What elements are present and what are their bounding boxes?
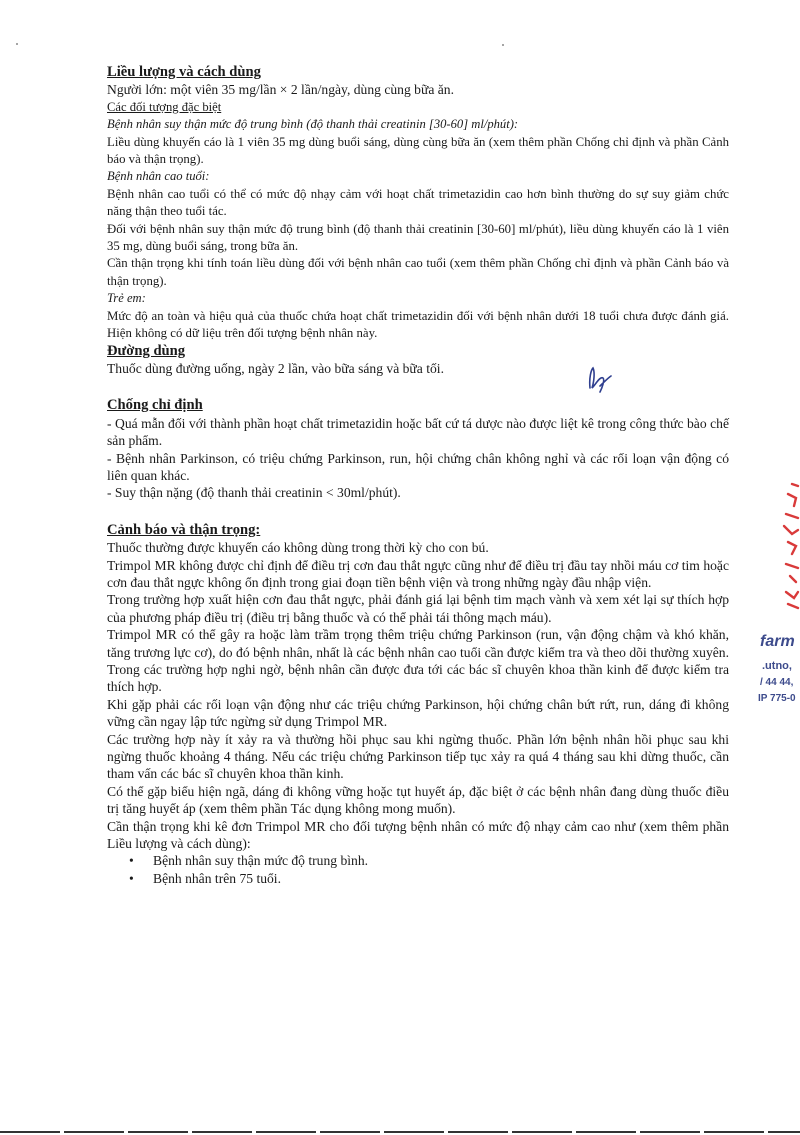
- stamp-text: .utno,: [762, 660, 792, 672]
- contraindications-heading: Chống chỉ định: [107, 397, 203, 414]
- special-groups-title: Các đối tượng đặc biệt: [107, 99, 222, 114]
- scan-speck: [502, 44, 504, 46]
- children-text: Mức độ an toàn và hiệu quả của thuốc chứa hoạt chất trimetazidin đối với bệnh nhân dưới 18 tuổi chưa được đánh giá. Hiện không có dữ liệu trên đối tượng bệnh nhân này.: [107, 308, 729, 341]
- warning-paragraph: Các trường hợp này ít xảy ra và thường hồi phục sau khi ngừng thuốc. Phần lớn bệnh nhân hồi phục sau khi ngừng thuốc khoảng 4 tháng. Nếu các triệu chứng Parkinson tiếp tục xảy ra quá 4 tháng sau khi dừng thuốc, cần tham vấn các bác sĩ chuyên khoa thần kinh.: [107, 731, 729, 782]
- warning-paragraph: Trimpol MR có thể gây ra hoặc làm trầm trọng thêm triệu chứng Parkinson (run, vận động chậm và khó khăn, tăng trương lực cơ), do đó bệnh nhân, nhất là các bệnh nhân cao tuổi cần được kiểm tra và theo dõi thường xuyên. Trong các trường hợp nghi ngờ, bệnh nhân cần được đưa tới các bác sĩ chuyên khoa thần kinh để được kiểm tra thích hợp.: [107, 627, 729, 695]
- signature-mark: [584, 364, 616, 396]
- renal-title: Bệnh nhân suy thận mức độ trung bình (độ thanh thải creatinin [30-60] ml/phút):: [107, 117, 519, 132]
- list-item: • Bệnh nhân suy thận mức độ trung bình.: [129, 852, 729, 869]
- route-text: Thuốc dùng đường uống, ngày 2 lần, vào bữa sáng và bữa tối.: [107, 360, 444, 376]
- sensitive-groups-list: [107, 852, 729, 887]
- dosage-adult: Người lớn: một viên 35 mg/lần × 2 lần/ngày, dùng cùng bữa ăn.: [107, 82, 454, 98]
- warning-paragraph: Trong trường hợp xuất hiện cơn đau thắt ngực, phải đánh giá lại bệnh tim mạch vành và xem xét lại sự thích hợp của phương pháp điều trị (điều trị bằng thuốc và có thể phải tái thông mạch máu).: [107, 592, 729, 625]
- dosage-heading: Liều lượng và cách dùng: [107, 64, 261, 80]
- elderly-text-2: Đối với bệnh nhân suy thận mức độ trung bình (độ thanh thải creatinin [30-60] ml/phút), liều dùng khuyến cáo là 1 viên 35 mg, dùng buổi sáng, trong bữa ăn.: [107, 221, 729, 254]
- document-body: [107, 64, 729, 887]
- contraindication-item: - Quá mẫn đối với thành phần hoạt chất trimetazidin hoặc bất cứ tá dược nào được liệt kê trong công thức bào chế sản phẩm.: [107, 415, 729, 449]
- renal-text: Liều dùng khuyến cáo là 1 viên 35 mg dùng buổi sáng, dùng cùng bữa ăn (xem thêm phần Chống chỉ định và phần Cảnh báo và thận trọng).: [107, 134, 729, 167]
- list-item: • Bệnh nhân trên 75 tuổi.: [129, 870, 729, 887]
- stamp-text: farm: [760, 633, 795, 650]
- elderly-text-1: Bệnh nhân cao tuổi có thể có mức độ nhạy cảm với hoạt chất trimetazidin cao hơn bình thường do sự suy giảm chức năng thận theo tuổi tác.: [107, 186, 729, 219]
- elderly-text-3: Cần thận trọng khi tính toán liều dùng đối với bệnh nhân cao tuổi (xem thêm phần Chống chỉ định và phần Cảnh báo và thận trọng).: [107, 256, 729, 288]
- contraindication-item: - Bệnh nhân Parkinson, có triệu chứng Parkinson, run, hội chứng chân không nghỉ và các rối loạn vận động có liên quan khác.: [107, 450, 729, 483]
- warnings-heading: Cảnh báo và thận trọng:: [107, 521, 261, 538]
- warning-paragraph: Trimpol MR không được chỉ định để điều trị cơn đau thắt ngực cũng như để điều trị đầu tay nhồi máu cơ tim hoặc cơn đau thắt ngực không ổn định trong giai đoạn tiền bệnh viện và trong những ngày đầu nhập viện.: [107, 557, 729, 590]
- stamp-text: / 44 44,: [760, 677, 794, 688]
- page-edge-rule: [0, 1131, 800, 1133]
- elderly-title: Bệnh nhân cao tuổi:: [107, 169, 210, 184]
- warning-paragraph: Khi gặp phải các rối loạn vận động như các triệu chứng Parkinson, hội chứng chân bứt rứt, run, dáng đi không vững cần ngay lập tức ngừng sử dụng Trimpol MR.: [107, 696, 729, 730]
- warning-paragraph: Thuốc thường được khuyến cáo không dùng trong thời kỳ cho con bú.: [107, 540, 489, 556]
- scan-speck: [16, 43, 18, 45]
- route-heading: Đường dùng: [107, 342, 186, 359]
- warning-paragraph: Cần thận trọng khi kê đơn Trimpol MR cho đối tượng bệnh nhân có mức độ nhạy cảm cao như (xem thêm phần Liều lượng và cách dùng):: [107, 818, 729, 852]
- contraindication-item: - Suy thận nặng (độ thanh thải creatinin < 30ml/phút).: [107, 485, 401, 501]
- warning-paragraph: Có thể gặp biểu hiện ngã, dáng đi không vững hoặc tụt huyết áp, đặc biệt ở các bệnh nhân đang dùng thuốc điều trị tăng huyết áp (xem thêm phần Tác dụng không mong muốn).: [107, 783, 729, 817]
- stamp-text: IP 775-0: [758, 693, 796, 704]
- children-title: Trẻ em:: [107, 291, 146, 306]
